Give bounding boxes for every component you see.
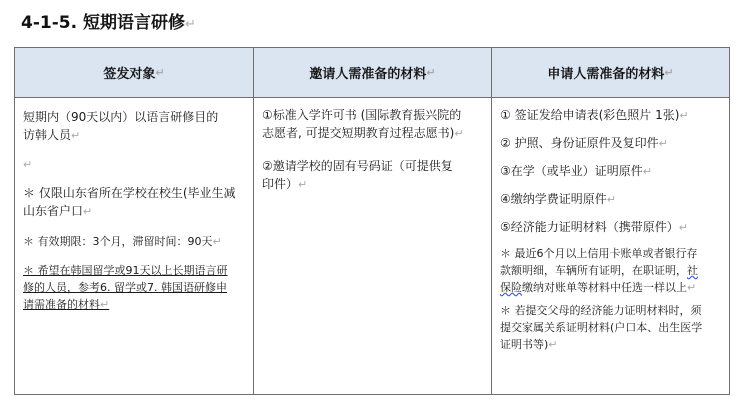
section-title: 4-1-5. 短期语言研修	[21, 13, 185, 33]
cell-text: ①标准入学许可书 (国际教育振兴院的	[262, 108, 462, 122]
cell-applicant-materials	[492, 98, 729, 394]
cell-note: 款额明细，车辆所有证明，在职证明，社	[500, 264, 698, 277]
cell-note-underlined: ＊ 希望在韩国留学或91天以上长期语言研	[23, 264, 228, 277]
table-header-row	[15, 48, 729, 98]
cell-note: 提交家属关系证明材料(户口本、出生医学	[500, 321, 703, 334]
cell-text: ① 签证发给申请表(彩色照片 1张)↵	[500, 108, 689, 122]
cell-text: ＊ 有效期限：3个月，滞留时间：90天↵	[23, 235, 222, 248]
paragraph-mark: ↵	[155, 66, 165, 79]
cell-note: 保险缴纳对账单等材料中任选一样以上↵	[500, 281, 697, 294]
cell-note: ＊ 若提交父母的经济能力证明材料时，须	[500, 304, 702, 317]
header-cell-inviter-materials	[254, 48, 491, 97]
cell-note-underlined: 修的人员，参考6. 留学或7. 韩国语研修申	[23, 281, 227, 294]
cell-text: 访韩人员↵	[23, 128, 81, 142]
paragraph-mark: ↵	[664, 66, 674, 79]
cell-inviter-materials	[254, 98, 491, 394]
header-label: 邀请人需准备的材料	[309, 67, 427, 82]
document-table	[14, 47, 730, 395]
cell-recipient	[15, 98, 253, 394]
cell-text: ④缴纳学费证明原件↵	[500, 192, 616, 206]
blank-paragraph: ↵	[23, 158, 33, 171]
paragraph-mark: ↵	[426, 66, 436, 79]
cell-text: ②邀请学校的固有号码证（可提供复	[262, 159, 453, 173]
cell-text: 山东省户口↵	[23, 204, 93, 218]
header-label: 签发对象	[103, 67, 156, 82]
cell-text: ② 护照、身份证原件及复印件↵	[500, 136, 668, 150]
header-cell-applicant-materials	[492, 48, 729, 97]
section-heading	[21, 8, 196, 33]
paragraph-mark: ↵	[184, 17, 196, 32]
cell-note: ＊ 最近6个月以上信用卡账单或者银行存	[500, 247, 698, 260]
cell-text: 短期内（90天以内）以语言研修目的	[23, 110, 219, 124]
cell-text: ⑤经济能力证明材料（携带原件）↵	[500, 220, 688, 234]
header-cell-recipient	[15, 48, 253, 97]
cell-text: ③在学（或毕业）证明原件↵	[500, 164, 652, 178]
cell-note: 证明书等)↵	[500, 338, 558, 351]
header-label: 申请人需准备的材料	[547, 67, 665, 82]
cell-note-underlined: 请需准备的材料↵	[23, 298, 110, 311]
cell-text: 印件）↵	[262, 177, 308, 191]
cell-text: ＊ 仅限山东省所在学校在校生(毕业生减	[23, 186, 236, 200]
cell-text: 志愿者, 可提交短期教育过程志愿书)↵	[262, 126, 464, 140]
